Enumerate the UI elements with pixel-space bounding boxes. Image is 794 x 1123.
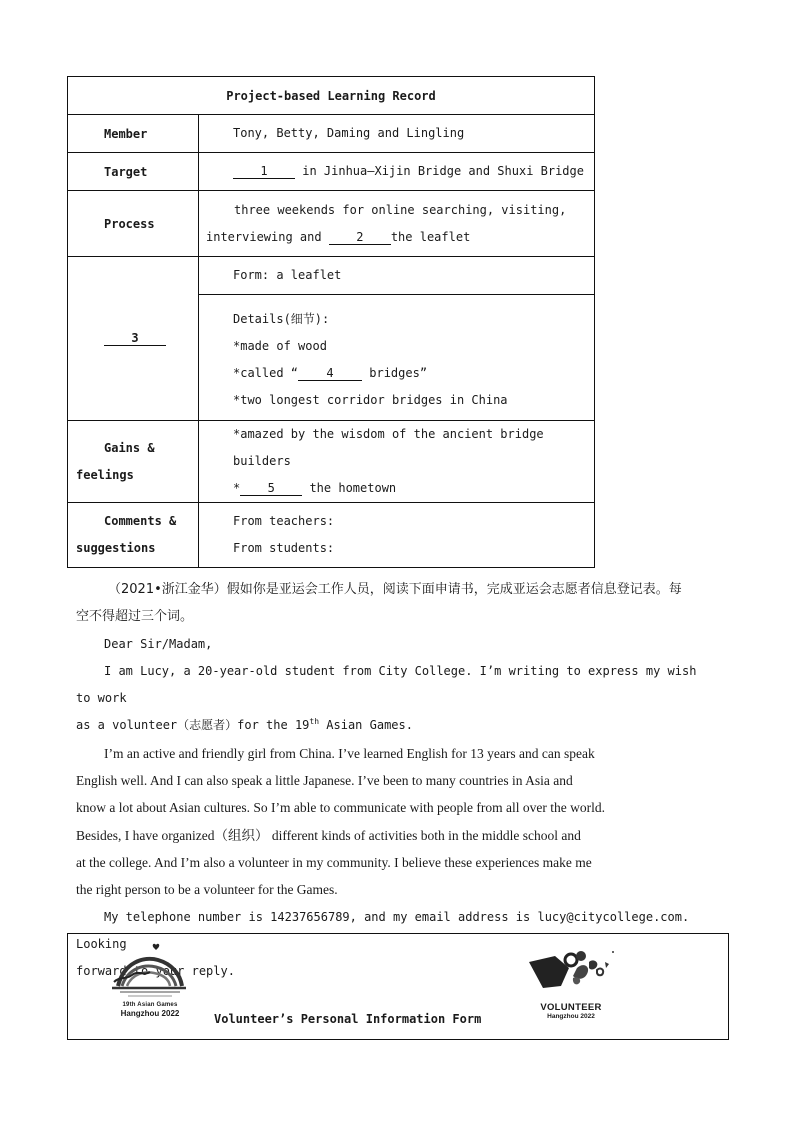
gains-item-2: * 5 the hometown xyxy=(233,481,397,495)
blank-4[interactable]: 4 xyxy=(298,366,362,381)
logo-caption-3: VOLUNTEER xyxy=(540,1002,602,1013)
letter-p4-line2: forward to your reply. xyxy=(76,964,235,979)
details-item-2: *called “ 4 bridges” xyxy=(233,365,428,380)
comments-value xyxy=(199,503,595,568)
blank-3[interactable]: 3 xyxy=(104,331,166,346)
volunteer-form-header xyxy=(67,933,729,1040)
member-value: Tony, Betty, Daming and Lingling xyxy=(199,115,595,153)
letter-p3-line2: at the college. And I’m also a volunteer in my community. I believe these experiences make me xyxy=(76,854,592,870)
target-label: Target xyxy=(68,153,199,191)
details-title: Details(细节): xyxy=(233,311,330,326)
letter-p2-line3: know a lot about Asian cultures. So I’m able to communicate with people from all over the world. xyxy=(76,800,605,816)
blank-2[interactable]: 2 xyxy=(329,230,391,245)
logo-caption-1: 19th Asian Games xyxy=(122,1002,178,1008)
letter-p1-line2: as a volunteer（志愿者）for the 19th Asian Games. xyxy=(76,717,413,733)
blank-5[interactable]: 5 xyxy=(240,481,302,496)
form-value: Form: a leaflet xyxy=(199,257,595,295)
task-instruction-2: 空不得超过三个词。 xyxy=(76,609,194,625)
form-title: Volunteer’s Personal Information Form xyxy=(214,1012,482,1026)
logo-caption-2: Hangzhou 2022 xyxy=(120,1009,180,1018)
record-title: Project-based Learning Record xyxy=(68,77,595,115)
blank-1[interactable]: 1 xyxy=(233,164,295,179)
member-label: Member xyxy=(68,115,199,153)
details-item-3: *two longest corridor bridges in China xyxy=(233,392,508,407)
result-label xyxy=(68,257,199,421)
letter-p1-line1: I am Lucy, a 20-year-old student from City College. I’m writing to express my wish to work xyxy=(76,663,697,706)
process-label: Process xyxy=(68,191,199,257)
letter-p3-line3: the right person to be a volunteer for the Games. xyxy=(76,882,338,898)
letter-greeting: Dear Sir/Madam, xyxy=(104,636,213,651)
comments-students: From students: xyxy=(233,541,335,555)
letter-p2-line1: I’m an active and friendly girl from China. I’ve learned English for 13 years and can speak xyxy=(104,745,595,761)
application-letter xyxy=(76,576,718,985)
gains-label: Gains & feelings xyxy=(68,421,199,503)
process-line-1: three weekends for online searching, visiting, xyxy=(234,202,567,217)
target-text: in Jinhua—Xijin Bridge and Shuxi Bridge xyxy=(295,164,584,178)
details-value xyxy=(199,295,595,421)
gains-item-1: *amazed by the wisdom of the ancient bridge builders xyxy=(233,427,544,468)
letter-p2-line2: English well. And I can also speak a little Japanese. I’ve been to many countries in Asia and xyxy=(76,773,573,789)
letter-p3-line1: Besides, I have organized（组织） different kinds of activities both in the middle school and xyxy=(76,827,581,843)
volunteer-logo-icon xyxy=(525,948,617,1000)
details-item-1: *made of wood xyxy=(233,338,327,353)
gains-value xyxy=(199,421,595,503)
project-record-table xyxy=(67,76,595,568)
comments-label: Comments & suggestions xyxy=(68,503,199,568)
process-line-2: interviewing and 2 the leaflet xyxy=(206,229,471,244)
target-value xyxy=(199,153,595,191)
logo-caption-4: Hangzhou 2022 xyxy=(547,1013,595,1020)
process-value xyxy=(199,191,595,257)
comments-teachers: From teachers: xyxy=(233,514,335,528)
task-instruction-1: （2021•浙江金华）假如你是亚运会工作人员，阅读下面申请书，完成亚运会志愿者信息登记表。每 xyxy=(108,582,682,597)
letter-p4-line1: My telephone number is 14237656789, and my email address is lucy@citycollege.com. Looking xyxy=(76,909,690,951)
asian-games-logo-icon xyxy=(110,942,190,1004)
